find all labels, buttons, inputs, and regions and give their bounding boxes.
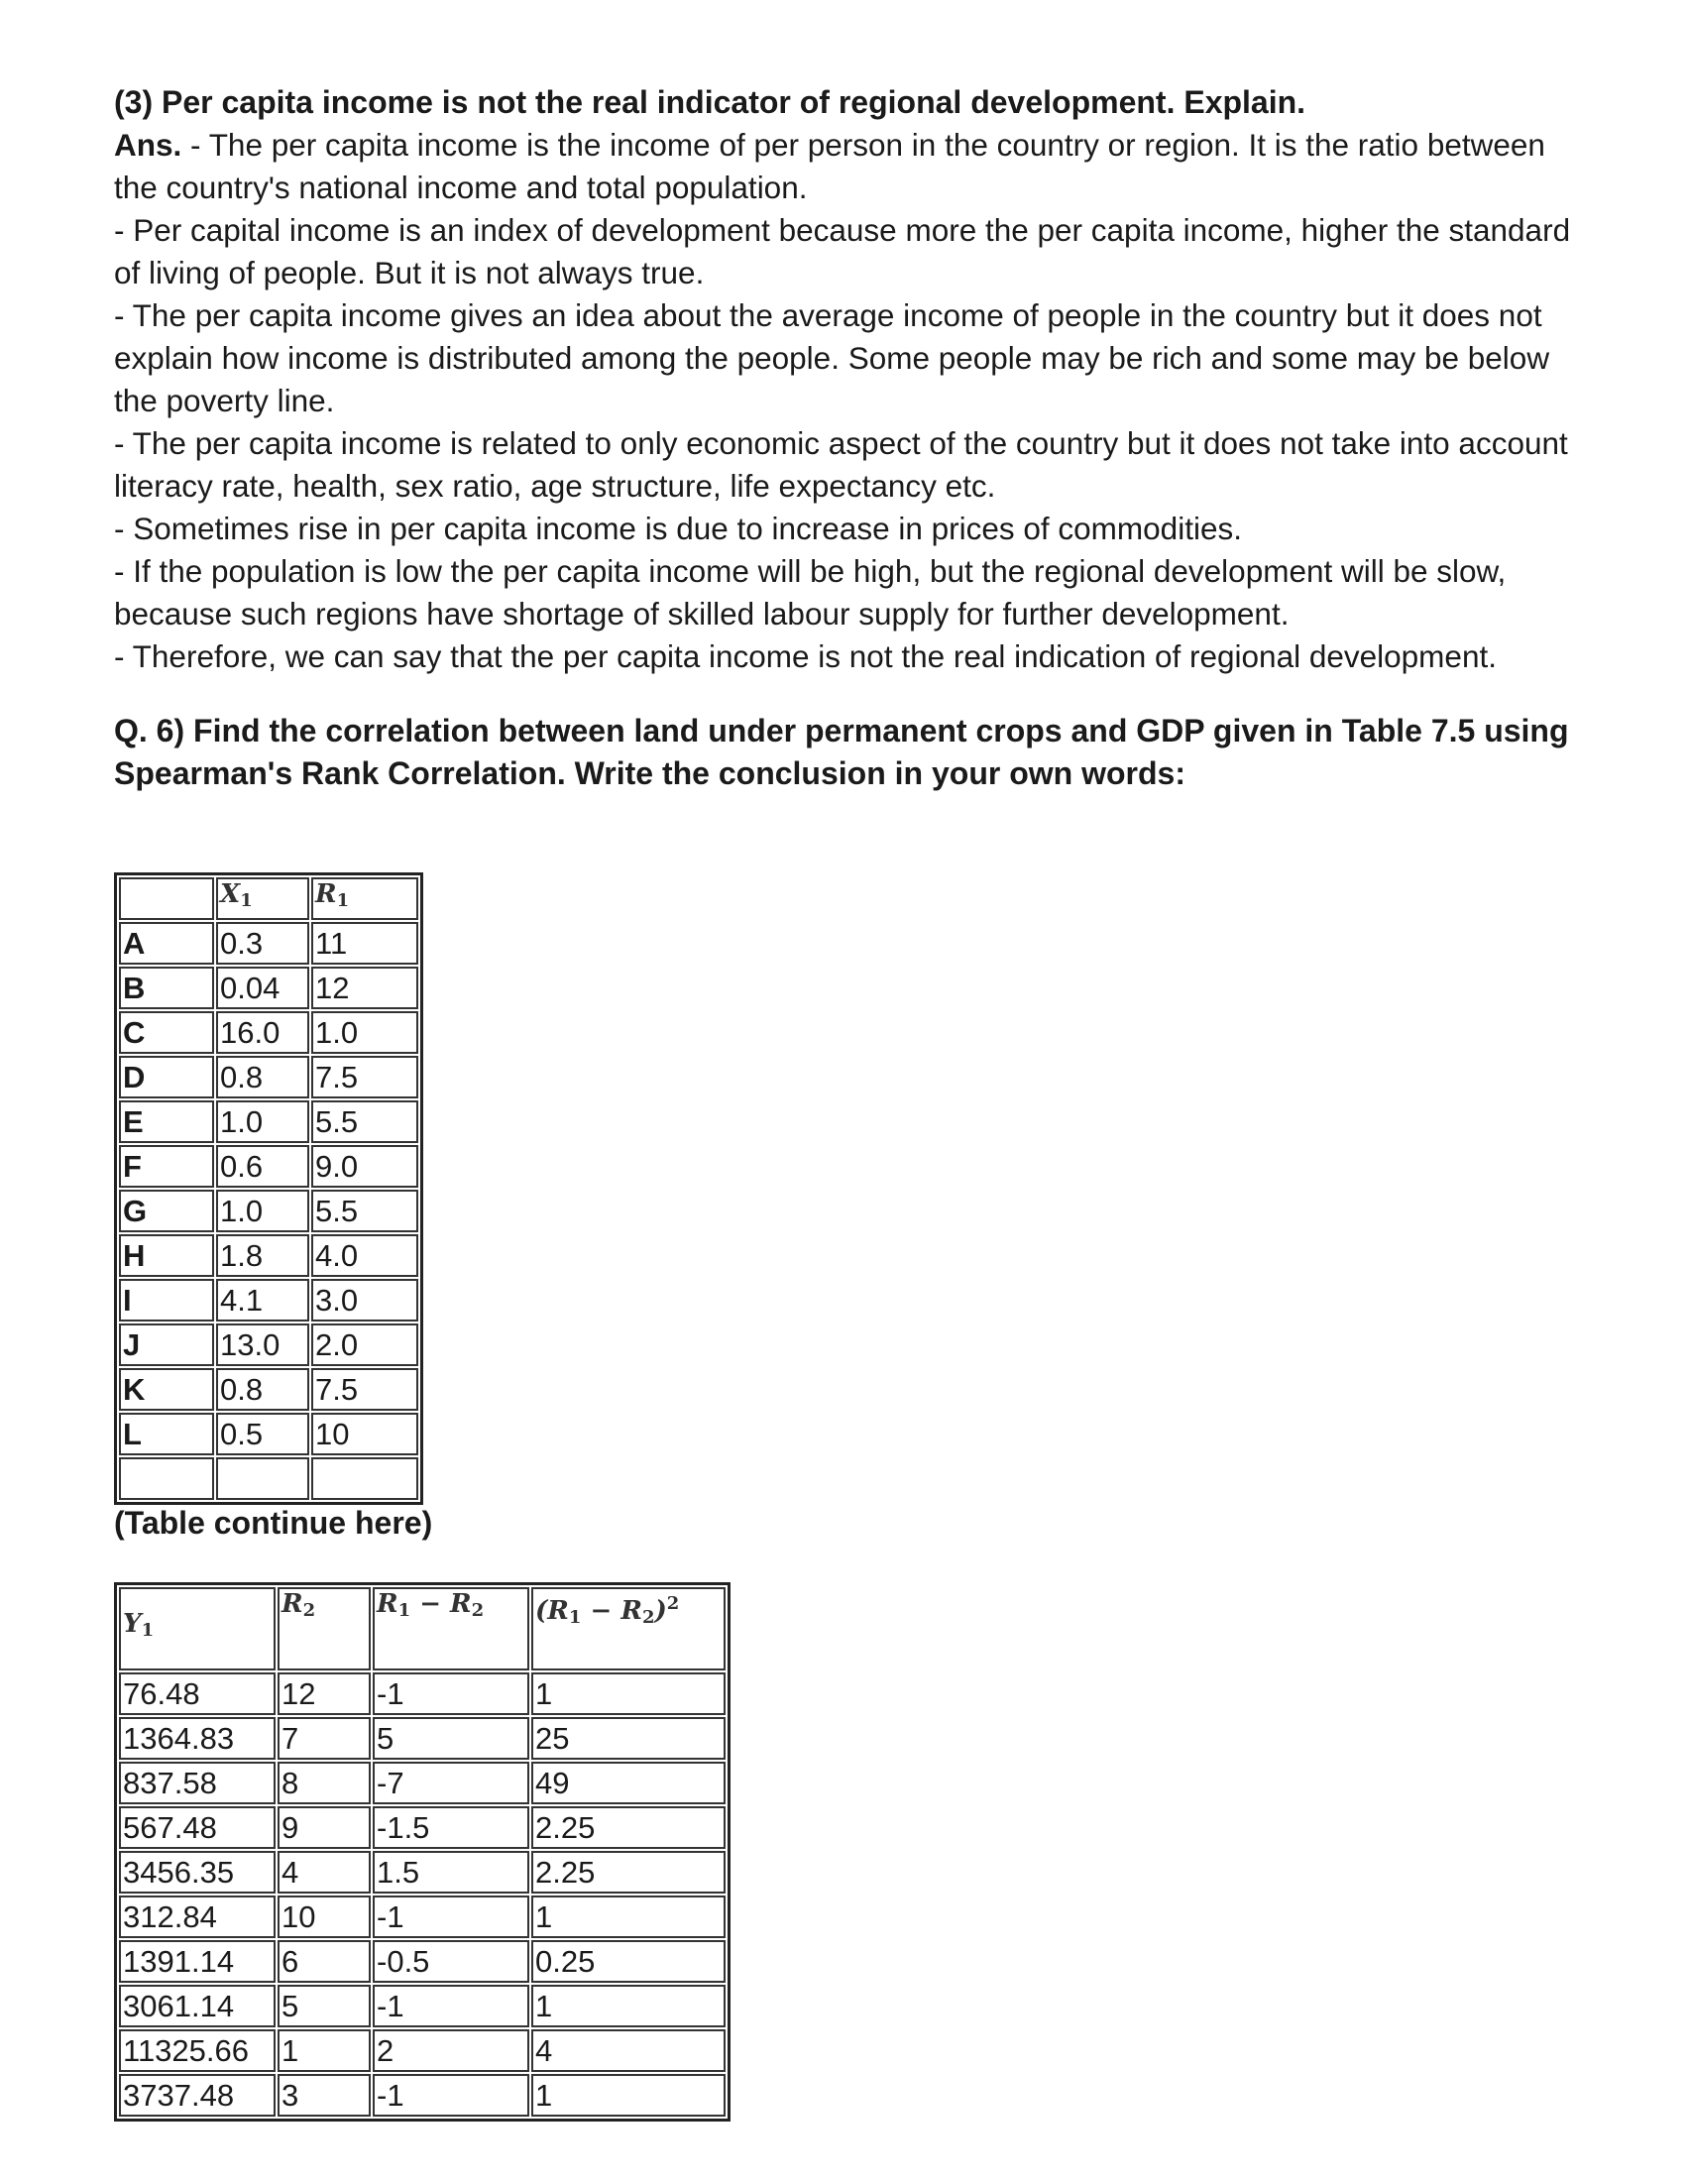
r1-cell: 3.0 [311, 1279, 418, 1322]
r1-cell: 5.5 [311, 1100, 418, 1143]
sq-cell: 2.25 [531, 1851, 726, 1894]
table-row-empty [119, 1457, 418, 1500]
table-row [119, 1851, 726, 1894]
y1-cell: 3061.14 [119, 1985, 276, 2027]
r1-cell: 5.5 [311, 1190, 418, 1232]
header-r1-minus-r2: $R_1 - R_2$ [373, 1587, 529, 1670]
diff-cell: -1.5 [373, 1806, 529, 1849]
q3-point-4: - Sometimes rise in per capita income is due to increase in prices of commodities. [114, 511, 1242, 546]
table-row [119, 967, 418, 1009]
table-row [119, 1234, 418, 1277]
ans-label: Ans. [114, 127, 182, 163]
table-row [119, 1896, 726, 1938]
table-row [119, 1011, 418, 1054]
y1-cell: 312.84 [119, 1896, 276, 1938]
r1-cell: 10 [311, 1413, 418, 1455]
header-squared-diff: $(R_1 - R_2)^2$ [531, 1587, 726, 1670]
r2-cell: 7 [278, 1717, 371, 1760]
row-label: J [119, 1323, 214, 1366]
table-row [119, 1985, 726, 2027]
header-x1: $X_1$ [216, 877, 309, 920]
sq-cell: 0.25 [531, 1940, 726, 1983]
r1-cell [311, 1457, 418, 1500]
table-header-row [119, 877, 418, 920]
table-row [119, 1762, 726, 1804]
diff-cell: -0.5 [373, 1940, 529, 1983]
x1-cell: 4.1 [216, 1279, 309, 1322]
row-label: G [119, 1190, 214, 1232]
table-row [119, 1368, 418, 1411]
q3-point-1: - Per capital income is an index of development because more the per capita income, higher the standard of living of people. But it is not always true. [114, 212, 1571, 290]
diff-cell: 5 [373, 1717, 529, 1760]
r1-cell: 7.5 [311, 1056, 418, 1098]
y1-cell: 1391.14 [119, 1940, 276, 1983]
diff-cell: -1 [373, 1672, 529, 1715]
header-y1: $Y_1$ [119, 1587, 276, 1670]
ans-text: - The per capita income is the income of per person in the country or region. It is the ratio between the country's national income and total population. [114, 127, 1545, 205]
diff-cell: -1 [373, 2074, 529, 2117]
q3-point-3: - The per capita income is related to only economic aspect of the country but it does not take into account literacy rate, health, sex ratio, age structure, life expectancy etc. [114, 425, 1568, 504]
r2-cell: 4 [278, 1851, 371, 1894]
x1-cell: 0.8 [216, 1056, 309, 1098]
sq-cell: 1 [531, 2074, 726, 2117]
header-r1: $R_1$ [311, 877, 418, 920]
row-label: C [119, 1011, 214, 1054]
x1-cell: 16.0 [216, 1011, 309, 1054]
table-row [119, 1190, 418, 1232]
x1-cell: 0.6 [216, 1145, 309, 1188]
x1-cell: 0.3 [216, 922, 309, 965]
row-label: I [119, 1279, 214, 1322]
diff-cell: -1 [373, 1896, 529, 1938]
r2-cell: 5 [278, 1985, 371, 2027]
table-row [119, 922, 418, 965]
table-row [119, 1145, 418, 1188]
y1-cell: 76.48 [119, 1672, 276, 1715]
y1-cell: 3737.48 [119, 2074, 276, 2117]
header-cell-empty [119, 877, 214, 920]
r1-cell: 2.0 [311, 1323, 418, 1366]
table-row [119, 1940, 726, 1983]
q3-title: (3) Per capita income is not the real indicator of regional development. Explain. [114, 84, 1306, 120]
table-row [119, 2029, 726, 2072]
table-row [119, 1806, 726, 1849]
y1-cell: 1364.83 [119, 1717, 276, 1760]
table-row [119, 1672, 726, 1715]
table-row [119, 2074, 726, 2117]
q3-answer [114, 124, 1581, 209]
diff-cell: 1.5 [373, 1851, 529, 1894]
row-label: H [119, 1234, 214, 1277]
sq-cell: 1 [531, 1896, 726, 1938]
row-label: L [119, 1413, 214, 1455]
table-continue-note: (Table continue here) [114, 1505, 433, 1541]
x1-cell: 13.0 [216, 1323, 309, 1366]
r2-cell: 1 [278, 2029, 371, 2072]
row-label: B [119, 967, 214, 1009]
header-r2: $R_2$ [278, 1587, 371, 1670]
row-label: K [119, 1368, 214, 1411]
table-row [119, 1323, 418, 1366]
r1-cell: 11 [311, 922, 418, 965]
row-label: E [119, 1100, 214, 1143]
row-label: A [119, 922, 214, 965]
q3-point-6: - Therefore, we can say that the per capita income is not the real indication of regional development. [114, 638, 1497, 674]
row-label: D [119, 1056, 214, 1098]
r1-cell: 9.0 [311, 1145, 418, 1188]
sq-cell: 4 [531, 2029, 726, 2072]
rank-table-x [114, 872, 423, 1505]
table-row [119, 1100, 418, 1143]
x1-cell [216, 1457, 309, 1500]
row-label: F [119, 1145, 214, 1188]
rank-table-y [114, 1582, 731, 2122]
r2-cell: 6 [278, 1940, 371, 1983]
table-row [119, 1717, 726, 1760]
document-page [114, 81, 1581, 795]
q3-point-2: - The per capita income gives an idea about the average income of people in the country but it does not explain how income is distributed among the people. Some people may be rich and some may be below the poverty line. [114, 297, 1550, 418]
table-header-row [119, 1587, 726, 1670]
r2-cell: 12 [278, 1672, 371, 1715]
sq-cell: 2.25 [531, 1806, 726, 1849]
diff-cell: 2 [373, 2029, 529, 2072]
sq-cell: 49 [531, 1762, 726, 1804]
x1-cell: 0.5 [216, 1413, 309, 1455]
sq-cell: 1 [531, 1985, 726, 2027]
x1-cell: 1.0 [216, 1190, 309, 1232]
table-row [119, 1056, 418, 1098]
r1-cell: 1.0 [311, 1011, 418, 1054]
row-label [119, 1457, 214, 1500]
x1-cell: 1.8 [216, 1234, 309, 1277]
r2-cell: 8 [278, 1762, 371, 1804]
y1-cell: 567.48 [119, 1806, 276, 1849]
y1-cell: 3456.35 [119, 1851, 276, 1894]
r2-cell: 3 [278, 2074, 371, 2117]
sq-cell: 1 [531, 1672, 726, 1715]
y1-cell: 837.58 [119, 1762, 276, 1804]
table-row [119, 1279, 418, 1322]
r2-cell: 10 [278, 1896, 371, 1938]
x1-cell: 0.8 [216, 1368, 309, 1411]
q3-point-5: - If the population is low the per capita income will be high, but the regional development will be slow, because such regions have shortage of skilled labour supply for further development. [114, 553, 1507, 632]
y1-cell: 11325.66 [119, 2029, 276, 2072]
q6-title: Q. 6) Find the correlation between land under permanent crops and GDP given in Table 7.5 using Spearman's Rank Correlation. Write the conclusion in your own words: [114, 713, 1569, 791]
r1-cell: 12 [311, 967, 418, 1009]
x1-cell: 0.04 [216, 967, 309, 1009]
r1-cell: 4.0 [311, 1234, 418, 1277]
x1-cell: 1.0 [216, 1100, 309, 1143]
diff-cell: -7 [373, 1762, 529, 1804]
r2-cell: 9 [278, 1806, 371, 1849]
diff-cell: -1 [373, 1985, 529, 2027]
table-row [119, 1413, 418, 1455]
sq-cell: 25 [531, 1717, 726, 1760]
r1-cell: 7.5 [311, 1368, 418, 1411]
